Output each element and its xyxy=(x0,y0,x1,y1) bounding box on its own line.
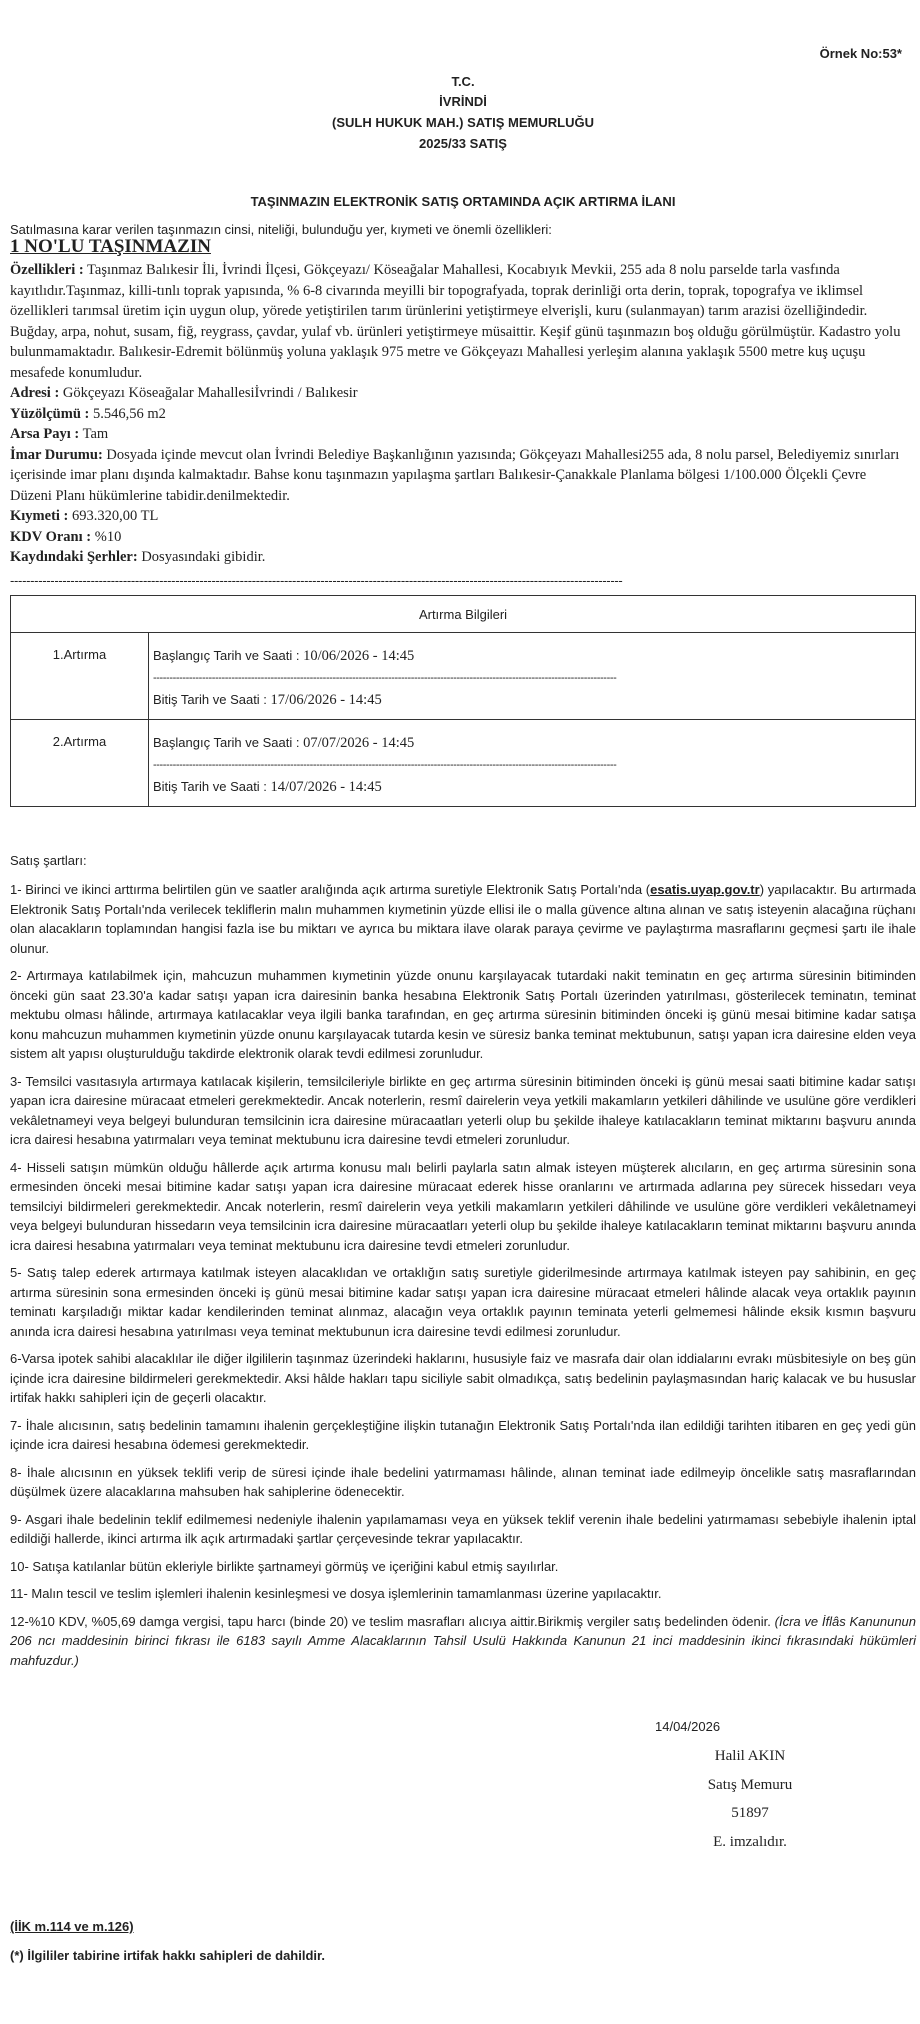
sart-4: 4- Hisseli satışın mümkün olduğu hâllerde açık artırma konusu malı belirli paylarla satın almak isteyen müşterek alıcıların, en geç artırma süresinin sona ermesinden önceki mesai bitimine kadar satışı yapan icra dairesine müracaat ederek hisse oranlarını ve artırmada adlarına pey sürecek hissedarı veya temsilciyi bildirmeleri gerekmektedir. Ancak noterlerin, resmî dairelerin veya yetkili makamların yetkileri dâhilinde ve usulüne göre verdikleri vekâletnameyi veya belgeyi bulunduran hissedarın veya temsilcinin icra dairesine müracaatları yeterli olup bu şekilde ihaleye katılacakların teminat miktarını başvuru anında icra dairesi hesabına yatırmaları veya teminat mektubunu icra dairesine tevdi etmeleri zorunludur. xyxy=(10,1159,916,1253)
kiymeti-value: 693.320,00 TL xyxy=(68,508,159,524)
header-tc: T.C. xyxy=(451,74,475,89)
adresi-label: Adresi : xyxy=(10,385,60,401)
artirma-1-details xyxy=(149,633,916,720)
kiymeti-label: Kıymeti : xyxy=(10,508,69,524)
artirma-2-start xyxy=(153,728,911,758)
end-value: 14/07/2026 - 14:45 xyxy=(270,779,382,795)
sart-12-legal-note: (İcra ve İflâs Kanununun 206 ncı maddesinin birinci fıkrası ile 6183 sayılı Amme Alacaklarının Tahsil Usulü Hakkında Kanunun 21 inci maddesinin ikinci fıkrasındaki hükümleri mahfuzdur.) xyxy=(10,1613,917,1668)
sart-6: 6-Varsa ipotek sahibi alacaklılar ile diğer ilgililerin taşınmaz üzerindeki haklarını, hususiyle faiz ve masrafa dair olan iddialarını evrakı müsbitesiyle on beş gün içinde icra dairesine bildirmeleri gerekmektedir. Aksi hâlde hakları tapu siciliyle sabit olmadıkça, satış bedelinin paylaşmasından hariç kalacak ve bu hususlar irtifak hakkı sahipleri için de geçerli olacaktır. xyxy=(10,1351,916,1405)
kiymeti-row xyxy=(10,506,910,527)
signer-title: Satış Memuru xyxy=(707,1776,793,1793)
serhler-label: Kaydındaki Şerhler: xyxy=(10,549,138,565)
property-details xyxy=(10,260,910,568)
artirma-2-name: 2.Artırma xyxy=(11,720,149,807)
artirma-table xyxy=(10,595,916,807)
sartlar-heading: Satış şartları: xyxy=(10,853,87,868)
yuzolcumu-label: Yüzölçümü : xyxy=(10,405,90,422)
header-ivrindi: İVRİNDİ xyxy=(439,94,487,109)
imar-label: İmar Durumu: xyxy=(10,446,103,463)
artirma-1-separator: ---------------------------------------------------------------------------------------------------------------------------------------------- xyxy=(153,672,617,684)
signer-name: Halil AKIN xyxy=(714,1748,786,1764)
ozellikleri-label: Özellikleri : xyxy=(10,262,84,278)
kdv-label: KDV Oranı : xyxy=(10,528,92,545)
sart-11: 11- Malın tescil ve teslim işlemleri ihalenin kesinleşmesi ve dosya işlemlerinin tamamlanması üzerine yapılacaktır. xyxy=(10,1586,662,1601)
document-date: 14/04/2026 xyxy=(655,1719,721,1734)
sart-1-pre: 1- Birinci ve ikinci arttırma belirtilen gün ve saatler aralığında açık artırma suretiyle Elektronik Satış Portalı'nda ( xyxy=(10,882,651,897)
sart-9: 9- Asgari ihale bedelinin teklif edilmemesi nedeniyle ihalenin yapılamaması veya en yüksek teklif verenin ihale bedelini yatırmaması sebebiyle ihalenin iptal edildiği hallerde, ikinci artırma ilk açık artırmadaki şartlar çerçevesinde tekrar yapılacaktır. xyxy=(10,1511,916,1546)
tasinmaz-heading: 1 NO'LU TAŞINMAZIN xyxy=(10,236,211,257)
artirma-1-name: 1.Artırma xyxy=(11,633,149,720)
arsa-payi-label: Arsa Payı : xyxy=(10,426,80,442)
signature-note: E. imzalıdır. xyxy=(713,1833,787,1850)
serhler-row xyxy=(10,547,910,568)
start-label: Başlangıç Tarih ve Saati : xyxy=(153,648,304,663)
end-value: 17/06/2026 - 14:45 xyxy=(270,692,382,708)
sart-7: 7- İhale alıcısının, satış bedelinin tamamını ihalenin gerçekleştiğine ilişkin tutanağın Elektronik Satış Portalı'nda ilan edildiği tarihten itibaren en geç yedi gün içinde icra dairesi hesabına ödemesi gerekmektedir. xyxy=(10,1417,916,1452)
kdv-value: %10 xyxy=(91,528,122,545)
artirma-1-start xyxy=(153,641,911,671)
ikk-reference: (İİK m.114 ve m.126) xyxy=(10,1919,134,1934)
end-label: Bitiş Tarih ve Saati : xyxy=(153,779,271,794)
ornek-no: Örnek No:53* xyxy=(819,46,902,61)
arsa-payi-value: Tam xyxy=(79,426,109,442)
signer-number: 51897 xyxy=(731,1805,769,1821)
signature-block xyxy=(650,1742,850,1856)
artirma-heading: Artırma Bilgileri xyxy=(11,596,916,633)
arsa-payi-row xyxy=(10,424,910,445)
esatis-link[interactable]: esatis.uyap.gov.tr xyxy=(650,882,760,897)
artirma-2-end xyxy=(153,772,911,802)
imar-value: Dosyada içinde mevcut olan İvrindi Belediye Başkanlığının yazısında; Gökçeyazı Mahallesi255 ada, 8 nolu parsel, Belediyemiz sınırları içerisinde imar planı dışında kalmaktadır. Bahse konu taşınmazın yapılaşma şartları Balıkesir-Çanakkale Planlama bölgesi 1/100.000 Ölçekli Çevre Düzeni Planı hükümlerine tabidir.denilmektedir. xyxy=(10,446,900,504)
sart-3: 3- Temsilci vasıtasıyla artırmaya katılacak kişilerin, temsilcileriyle birlikte en geç artırma süresinin bitiminden önceki iş günü mesai saati bitimine kadar satışı yapan icra dairesine müracaat etmeleri gerekmektedir. Ancak noterlerin, resmî dairelerin veya yetkili makamların yetkileri dâhilinde ve usulüne göre verdikleri vekâletnameyi veya belgeyi bulunduran temsilcinin icra dairesine müracaatları yeterli olup bu şekilde ihaleye katılacakların teminat miktarını başvuru anında icra dairesi hesabına yatırmaları veya teminat mektubunu icra dairesine tevdi etmeleri zorunludur. xyxy=(10,1073,916,1147)
sart-5: 5- Satış talep ederek artırmaya katılmak isteyen alacaklıdan ve ortaklığın satış suretiyle giderilmesinde artırmaya katılmak isteyen pay sahibinin, en geç artırma süresinin sona ermesinden önceki iş günü mesai bitimine kadar satışı yapan icra dairesine müracaat etmeleri hâlinde alacak veya ortaklık payının teminatı karşıladığı miktar kadar kendilerinden teminat alınmaz, alacağın veya ortaklık payının teminata yeterli gelmemesi hâlinde eksik kısmın başvuru anında icra dairesi hesabına yatırılması veya teminat mektubunun icra dairesine tevdi edilmesi zorunludur. xyxy=(10,1265,916,1339)
ozellikleri-value: Taşınmaz Balıkesir İli, İvrindi İlçesi, Gökçeyazı/ Köseağalar Mahallesi, Kocabıyık Mevkii, 255 ada 8 nolu parselde tarla vasfında kayıtlıdır.Taşınmaz, killi-tınlı toprak yapısında, % 6-8 civarında meyilli bir topografyada, toprak derinliği orta derin, toprak, topografya ve iklimsel özellikleri tarımsal üretim için uygun olup, yörede yetiştirilen tarım ürünlerini yetiştirmeye elverişli, kuru (sulanmayan) tarım arazisi özelliğindedir. Buğday, arpa, nohut, susam, fiğ, reygrass, çavdar, yulaf vb. ürünleri yetiştirmeye müsaittir. Keşif günü taşınmazın boş olduğu görülmüştür. Kadastro yolu bulunmamaktadır. Balıkesir-Edremit bölünmüş yoluna yaklaşık 975 metre ve Gökçeyazı Mahallesi yerleşim alanına yaklaşık 5500 metre kuş uçuşu mesafede konumludur. xyxy=(10,262,901,381)
sart-1 xyxy=(10,880,916,958)
adresi-row xyxy=(10,383,910,404)
sart-2: 2- Artırmaya katılabilmek için, mahcuzun muhammen kıymetinin yüzde onunu karşılayacak tutardaki nakit teminatın en geç artırma süresinin bitiminden önceki gün saat 23.30'a kadar satışı yapan icra dairesinin banka hesabına Elektronik Satış Portalı üzerinden yatırılması, gösterilecek teminatın, teminat mektubu olması hâlinde, artırmaya katılacaklar veya ilgili banka tarafından, en geç artırma süresinin bitiminden önceki iş günü mesai bitimine kadar satışa konu mahcuzun muhammen kıymetinin yüzde onunu karşılayacak tutarda kesin ve süresiz banka teminat mektubunun, satışı yapan icra dairesine elden veya sistem alt yapısı oluşturulduğu takdirde elektronik olarak tevdi edilmesi zorunludur. xyxy=(10,968,916,1061)
artirma-row-1 xyxy=(11,633,916,720)
sart-8: 8- İhale alıcısının en yüksek teklifi verip de süresi içinde ihale bedelini yatırmaması hâlinde, alınan teminat iade edilmeyip öncelikle satış masraflarından düşülmek üzere alacaklarına mahsuben hak sahiplerine ödenecektir. xyxy=(10,1464,916,1499)
yuzolcumu-row xyxy=(10,404,910,425)
intro-text: Satılmasına karar verilen taşınmazın cinsi, niteliği, bulunduğu yer, kıymeti ve önemli özellikleri: xyxy=(10,222,552,237)
sart-12-text: 12-%10 KDV, %05,69 damga vergisi, tapu harcı (binde 20) ve teslim masrafları alıcıya aittir.Birikmiş vergiler satış bedelinden ödenir. xyxy=(10,1613,775,1629)
start-label: Başlangıç Tarih ve Saati : xyxy=(153,735,304,750)
artirma-row-2 xyxy=(11,720,916,807)
start-value: 10/06/2026 - 14:45 xyxy=(303,648,415,664)
sart-1-post: ) yapılacaktır. Bu artırmada Elektronik Satış Portalı'nda verilecek tekliflerin malın muhammen kıymetinin yüzde ellisi ile o malla güvence altına alınan ve satış isteyenin alacağına rüçhanı olan alacakların toplamından hangisi fazla ise bu miktarı ve ayrıca bu miktara ilave olarak paraya çevirme ve paylaştırma masraflarını geçmesi şartı ile ihale olunur. xyxy=(10,882,916,956)
kdv-row xyxy=(10,527,910,548)
header-file-no: 2025/33 SATIŞ xyxy=(419,136,507,151)
artirma-2-separator: ---------------------------------------------------------------------------------------------------------------------------------------------- xyxy=(153,759,617,771)
artirma-2-details xyxy=(149,720,916,807)
yuzolcumu-value: 5.546,56 m2 xyxy=(89,405,166,422)
document-title: TAŞINMAZIN ELEKTRONİK SATIŞ ORTAMINDA AÇIK ARTIRMA İLANI xyxy=(250,194,676,209)
sart-10: 10- Satışa katılanlar bütün ekleriyle birlikte şartnameyi görmüş ve içeriğini kabul etmiş sayılırlar. xyxy=(10,1558,559,1574)
end-label: Bitiş Tarih ve Saati : xyxy=(153,692,271,707)
divider-line: -------------------------------------------------------------------------------------------------------------------------------------------------------- xyxy=(10,573,623,588)
imar-row xyxy=(10,445,910,507)
sart-12 xyxy=(10,1612,916,1671)
ozellikleri-row xyxy=(10,260,910,383)
artirma-header-row xyxy=(11,596,916,633)
footnote: (*) İlgililer tabirine irtifak hakkı sahipleri de dahildir. xyxy=(10,1948,325,1963)
artirma-1-end xyxy=(153,685,911,715)
serhler-value: Dosyasındaki gibidir. xyxy=(137,549,266,565)
sartlar-list xyxy=(10,880,916,1678)
adresi-value: Gökçeyazı Köseağalar Mahallesiİvrindi / Balıkesir xyxy=(59,385,358,401)
start-value: 07/07/2026 - 14:45 xyxy=(303,735,415,751)
header-office: (SULH HUKUK MAH.) SATIŞ MEMURLUĞU xyxy=(332,115,594,130)
